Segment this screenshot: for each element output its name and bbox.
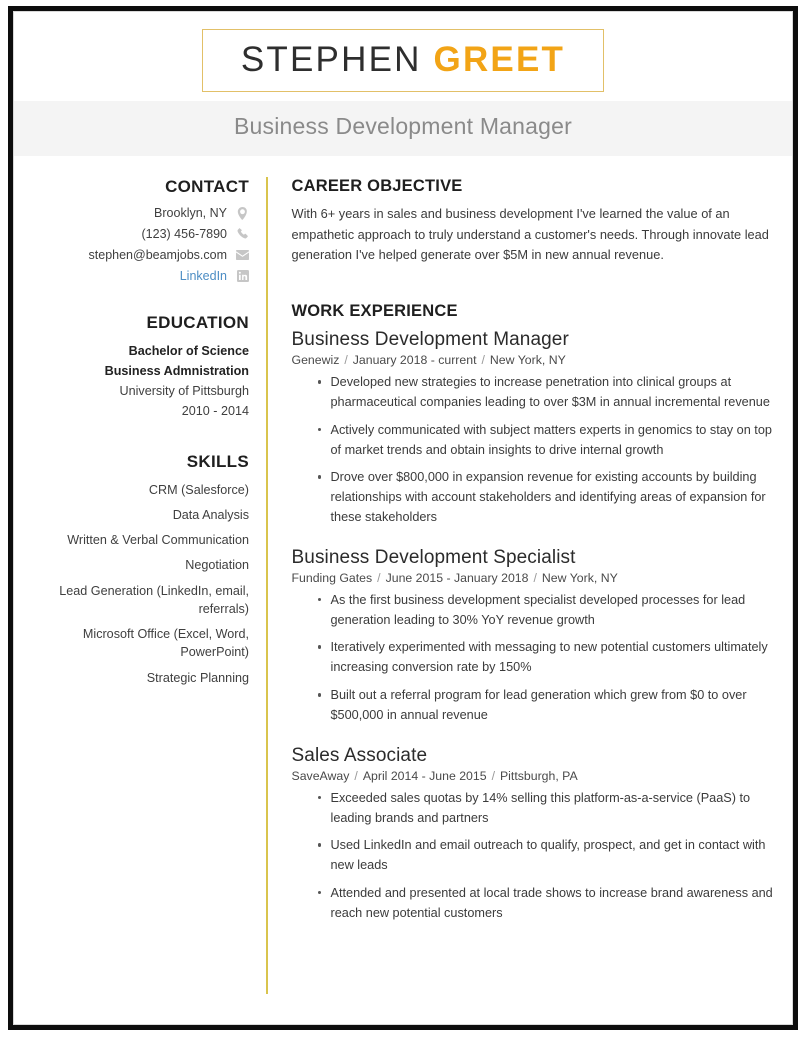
name-box	[202, 29, 604, 92]
list-item: As the first business development specialist developed processes for lead generation leading to 30% YoY revenue growth	[318, 591, 775, 631]
job-company: Funding Gates	[291, 570, 373, 585]
job-entry	[292, 547, 775, 726]
job-location: Pittsburgh, PA	[499, 768, 578, 783]
list-item: Exceeded sales quotas by 14% selling this platform-as-a-service (PaaS) to leading brands and partners	[318, 789, 775, 829]
list-item: Used LinkedIn and email outreach to qualify, prospect, and get in contact with new leads	[318, 836, 775, 876]
contact-item-phone	[14, 227, 249, 241]
sidebar	[14, 177, 266, 1012]
full-name	[241, 40, 565, 79]
linkedin-icon[interactable]	[236, 270, 249, 283]
list-item: Microsoft Office (Excel, Word, PowerPoint)	[82, 627, 249, 660]
education-school: University of Pittsburgh	[119, 383, 249, 398]
contact-location-text: Brooklyn, NY	[154, 206, 227, 220]
meta-separator: /	[533, 570, 537, 585]
list-item: Data Analysis	[172, 507, 249, 522]
list-item: Lead Generation (LinkedIn, email, referrals)	[59, 583, 249, 616]
list-item: CRM (Salesforce)	[148, 482, 249, 497]
job-title: Business Development Specialist	[291, 546, 576, 568]
meta-separator: /	[491, 768, 495, 783]
job-location: New York, NY	[489, 353, 566, 368]
job-bullets	[292, 789, 775, 924]
career-objective-section	[292, 177, 775, 266]
contact-item-email	[14, 248, 249, 262]
list-item: Strategic Planning	[146, 670, 249, 685]
contact-phone-text: (123) 456-7890	[141, 227, 227, 241]
education-years: 2010 - 2014	[181, 403, 249, 418]
meta-separator: /	[377, 570, 381, 585]
page-border	[8, 6, 798, 1030]
contact-section	[14, 177, 249, 283]
list-item: Drove over $800,000 in expansion revenue for existing accounts by building relationships with account stakeholders and identifying areas of expansion for these stakeholders	[318, 468, 775, 527]
education-major: Business Admnistration	[104, 363, 249, 378]
job-title: Sales Associate	[291, 744, 428, 766]
job-dates: April 2014 - June 2015	[362, 768, 487, 783]
job-bullets	[292, 591, 775, 726]
work-experience-section	[292, 302, 775, 923]
contact-email-text: stephen@beamjobs.com	[88, 248, 227, 262]
contact-linkedin-link[interactable]: LinkedIn	[179, 269, 227, 283]
education-section	[14, 313, 249, 422]
career-objective-text: With 6+ years in sales and business development I've learned the value of an empathetic approach to truly understand a customer's needs. Through innovate lead generation I've helped generate over $5M in new annual revenue.	[291, 206, 769, 263]
list-item: Negotiation	[185, 558, 249, 573]
envelope-icon	[236, 249, 249, 262]
job-meta	[292, 571, 775, 585]
career-objective-heading: CAREER OBJECTIVE	[291, 177, 463, 195]
education-heading: EDUCATION	[146, 313, 249, 332]
job-entry	[292, 745, 775, 924]
list-item: Developed new strategies to increase penetration into clinical groups at pharmaceutical companies leading to over $3M in annual incremental revenue	[318, 373, 775, 413]
work-experience-heading: WORK EXPERIENCE	[291, 302, 458, 321]
job-company: Genewiz	[291, 353, 340, 368]
main-content	[268, 177, 793, 1012]
job-meta	[292, 353, 775, 367]
list-item: Written & Verbal Communication	[67, 533, 249, 548]
list-item: Actively communicated with subject matters experts in genomics to stay on top of market trends and obtain insights to drive internal growth	[318, 421, 775, 461]
location-pin-icon	[236, 207, 249, 220]
job-title: Business Development Manager	[291, 329, 569, 351]
last-name: GREET	[433, 40, 566, 79]
first-name: STEPHEN	[240, 40, 422, 79]
list-item: Attended and presented at local trade shows to increase brand awareness and reach new potential customers	[318, 884, 775, 924]
job-company: SaveAway	[291, 768, 350, 783]
meta-separator: /	[354, 768, 358, 783]
list-item: Iteratively experimented with messaging to new potential customers ultimately increasing conversion rate by 150%	[318, 638, 775, 678]
meta-separator: /	[344, 353, 348, 368]
education-degree: Bachelor of Science	[128, 344, 249, 358]
meta-separator: /	[481, 353, 485, 368]
resume-header	[14, 12, 792, 92]
contact-item-location	[14, 206, 249, 220]
contact-item-linkedin[interactable]	[14, 269, 249, 283]
resume-body	[14, 156, 792, 1012]
job-entry	[292, 329, 775, 528]
skills-section	[14, 452, 249, 687]
job-location: New York, NY	[541, 570, 618, 585]
phone-icon	[236, 228, 249, 241]
job-meta	[292, 769, 775, 783]
subtitle-band	[14, 101, 792, 156]
contact-heading: CONTACT	[165, 177, 249, 196]
skills-heading: SKILLS	[186, 451, 249, 471]
job-bullets	[292, 373, 775, 528]
job-dates: June 2015 - January 2018	[385, 570, 529, 585]
resume-document	[13, 11, 793, 1025]
job-subtitle: Business Development Manager	[234, 113, 572, 139]
job-dates: January 2018 - current	[352, 353, 477, 368]
list-item: Built out a referral program for lead generation which grew from $0 to over $500,000 in annual revenue	[318, 686, 775, 726]
